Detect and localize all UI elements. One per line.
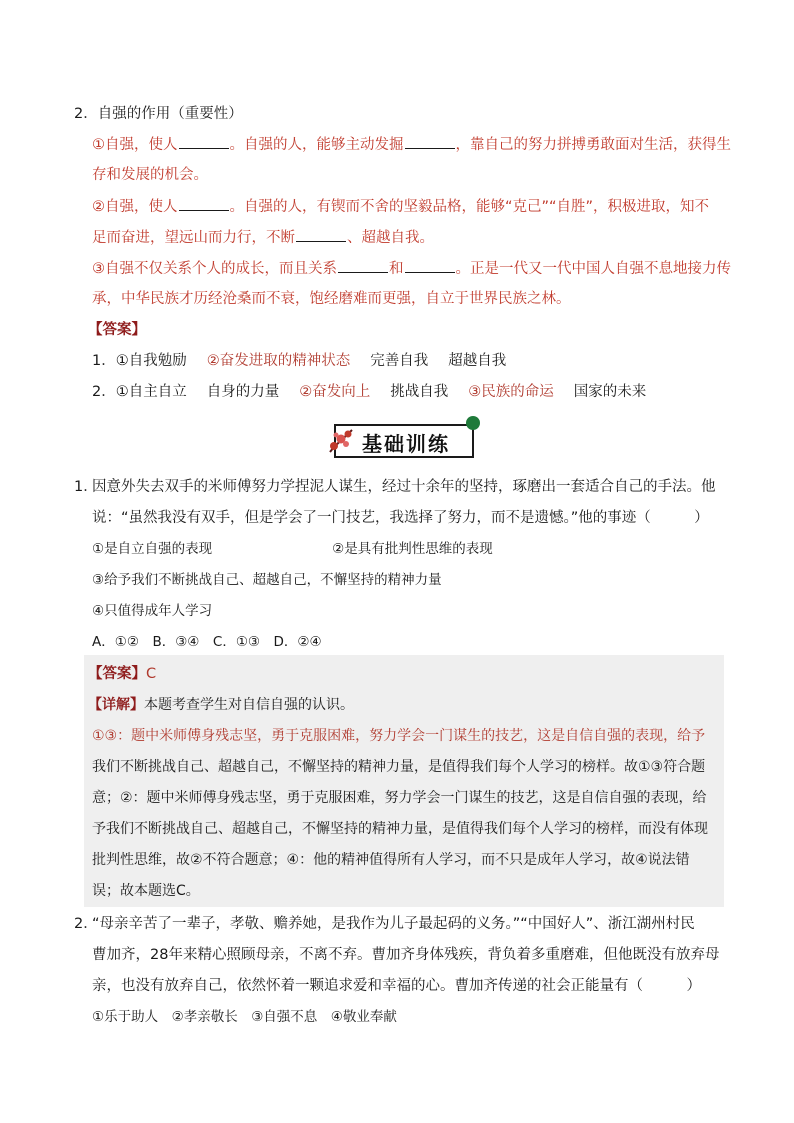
option-row-2: ③给予我们不断挑战自己、超越自己，不懈坚持的精神力量: [92, 572, 442, 588]
answer-number: 2．: [92, 384, 116, 400]
answer-number: 1．: [92, 353, 116, 369]
choices-row: A．①② B．③④ C．①③ D．②④: [92, 634, 322, 650]
text-fragment: 。自强的人，能够主动发掘: [229, 137, 404, 153]
detail-line-6: 误；故本题选C。: [92, 883, 200, 899]
answer-item: ①自我勉励: [115, 353, 187, 369]
text-fragment: ③自强不仅关系个人的成长，而且关系: [92, 261, 337, 277]
text-fragment: 足而奋进，望远山而力行，不断: [92, 230, 295, 246]
answer-item: 自身的力量: [206, 384, 280, 400]
answer-row-1: [92, 351, 506, 371]
option-row-3: ④只值得成年人学习: [92, 603, 213, 619]
answer-item: ①自主自立: [115, 384, 187, 400]
answer-item: 超越自我: [448, 353, 507, 369]
fill-blank: [405, 258, 455, 273]
question-stem-line-3: 亲，也没有放弃自己，依然怀着一颗追求爱和幸福的心。曹加齐传递的社会正能量有（ ）: [92, 978, 701, 994]
option-row: ①乐于助人 ②孝亲敬长 ③自强不息 ④敬业奉献: [92, 1009, 397, 1025]
answer-value: C: [146, 666, 157, 682]
detail-line-3: 意；②：题中米师傅身残志坚，勇于克服困难，努力学会一门谋生的技艺，这是自信自强的表现，给: [92, 790, 707, 806]
text-fragment: ，靠自己的努力拼搏勇敢面对生活，获得生: [455, 137, 731, 153]
q1-detail-row: [88, 695, 354, 715]
detail-line-1: ①③：题中米师傅身残志坚，勇于克服困难，努力学会一门谋生的技艺，这是自信自强的表现，给予: [92, 728, 706, 744]
paragraph-3-line-1: [92, 258, 731, 279]
answer-row-2: [92, 382, 646, 402]
detail-line-2: 我们不断挑战自己、超越自己，不懈坚持的精神力量，是值得我们每个人学习的榜样。故①③符合题: [92, 759, 706, 775]
text-fragment: ②自强，使人: [92, 199, 178, 215]
detail-label: 【详解】: [88, 697, 144, 713]
detail-intro: 本题考查学生对自信自强的认识。: [144, 697, 354, 713]
paragraph-3-line-2: 承，中华民族才历经沧桑而不衰，饱经磨难而更强，自立于世界民族之林。: [92, 291, 571, 307]
answer-item: 完善自我: [370, 353, 429, 369]
answer-item: ③民族的命运: [468, 384, 554, 400]
text-fragment: 。正是一代又一代中国人自强不息地接力传: [455, 261, 731, 277]
section-heading: 2．自强的作用（重要性）: [74, 106, 243, 122]
q1-answer-row: [88, 664, 156, 684]
fill-blank: [296, 227, 346, 242]
question-stem-line-2: 曹加齐，28年来精心照顾母亲，不离不弃。曹加齐身体残疾，背负着多重磨难，但他既没有放弃母: [92, 947, 720, 963]
option-item: ①是自立自强的表现: [92, 541, 213, 557]
answer-item: ②奋发进取的精神状态: [206, 353, 351, 369]
question-stem-line-1: “母亲辛苦了一辈子，孝敬、赡养她，是我作为儿子最起码的义务。”“中国好人”、浙江湖州村民: [92, 916, 695, 932]
text-fragment: 和: [389, 261, 404, 277]
text-fragment: ①自强，使人: [92, 137, 178, 153]
text-fragment: 。自强的人，有锲而不舍的坚毅品格，能够“克己”“自胜”，积极进取，知不: [229, 199, 710, 215]
answer-item: 挑战自我: [390, 384, 449, 400]
plum-blossom-icon: [326, 426, 358, 456]
detail-line-5: 批判性思维，故②不符合题意；④：他的精神值得所有人学习，而不只是成年人学习，故④说法错: [92, 852, 690, 868]
fill-blank: [179, 196, 229, 211]
paragraph-2-line-1: [92, 196, 709, 217]
fill-blank: [405, 134, 455, 149]
answer-label: 【答案】: [88, 666, 146, 682]
question-stem-line-2: 说：“虽然我没有双手，但是学会了一门技艺，我选择了努力，而不是遗憾。”他的事迹（ ）: [92, 510, 709, 526]
section-banner: [326, 418, 476, 460]
detail-line-4: 予我们不断挑战自己、超越自己，不懈坚持的精神力量，是值得我们每个人学习的榜样，而没有体现: [92, 821, 708, 837]
answer-item: ②奋发向上: [299, 384, 371, 400]
question-number: 2．: [74, 916, 98, 932]
question-number: 1．: [74, 479, 98, 495]
text-fragment: 、超越自我。: [347, 230, 434, 246]
option-row-1: [92, 539, 493, 559]
fill-blank: [179, 134, 229, 149]
question-stem-line-1: 因意外失去双手的米师傅努力学捏泥人谋生，经过十余年的坚持，琢磨出一套适合自己的手法。他: [92, 479, 716, 495]
answer-item: 国家的未来: [573, 384, 647, 400]
paragraph-1-line-2: 存和发展的机会。: [92, 167, 208, 183]
green-dot-icon: [466, 416, 480, 430]
option-item: ②是具有批判性思维的表现: [332, 541, 493, 557]
fill-blank: [338, 258, 388, 273]
answer-label: 【答案】: [88, 322, 146, 338]
paragraph-1-line-1: [92, 134, 731, 155]
banner-title: 基础训练: [362, 432, 450, 456]
paragraph-2-line-2: [92, 227, 434, 248]
